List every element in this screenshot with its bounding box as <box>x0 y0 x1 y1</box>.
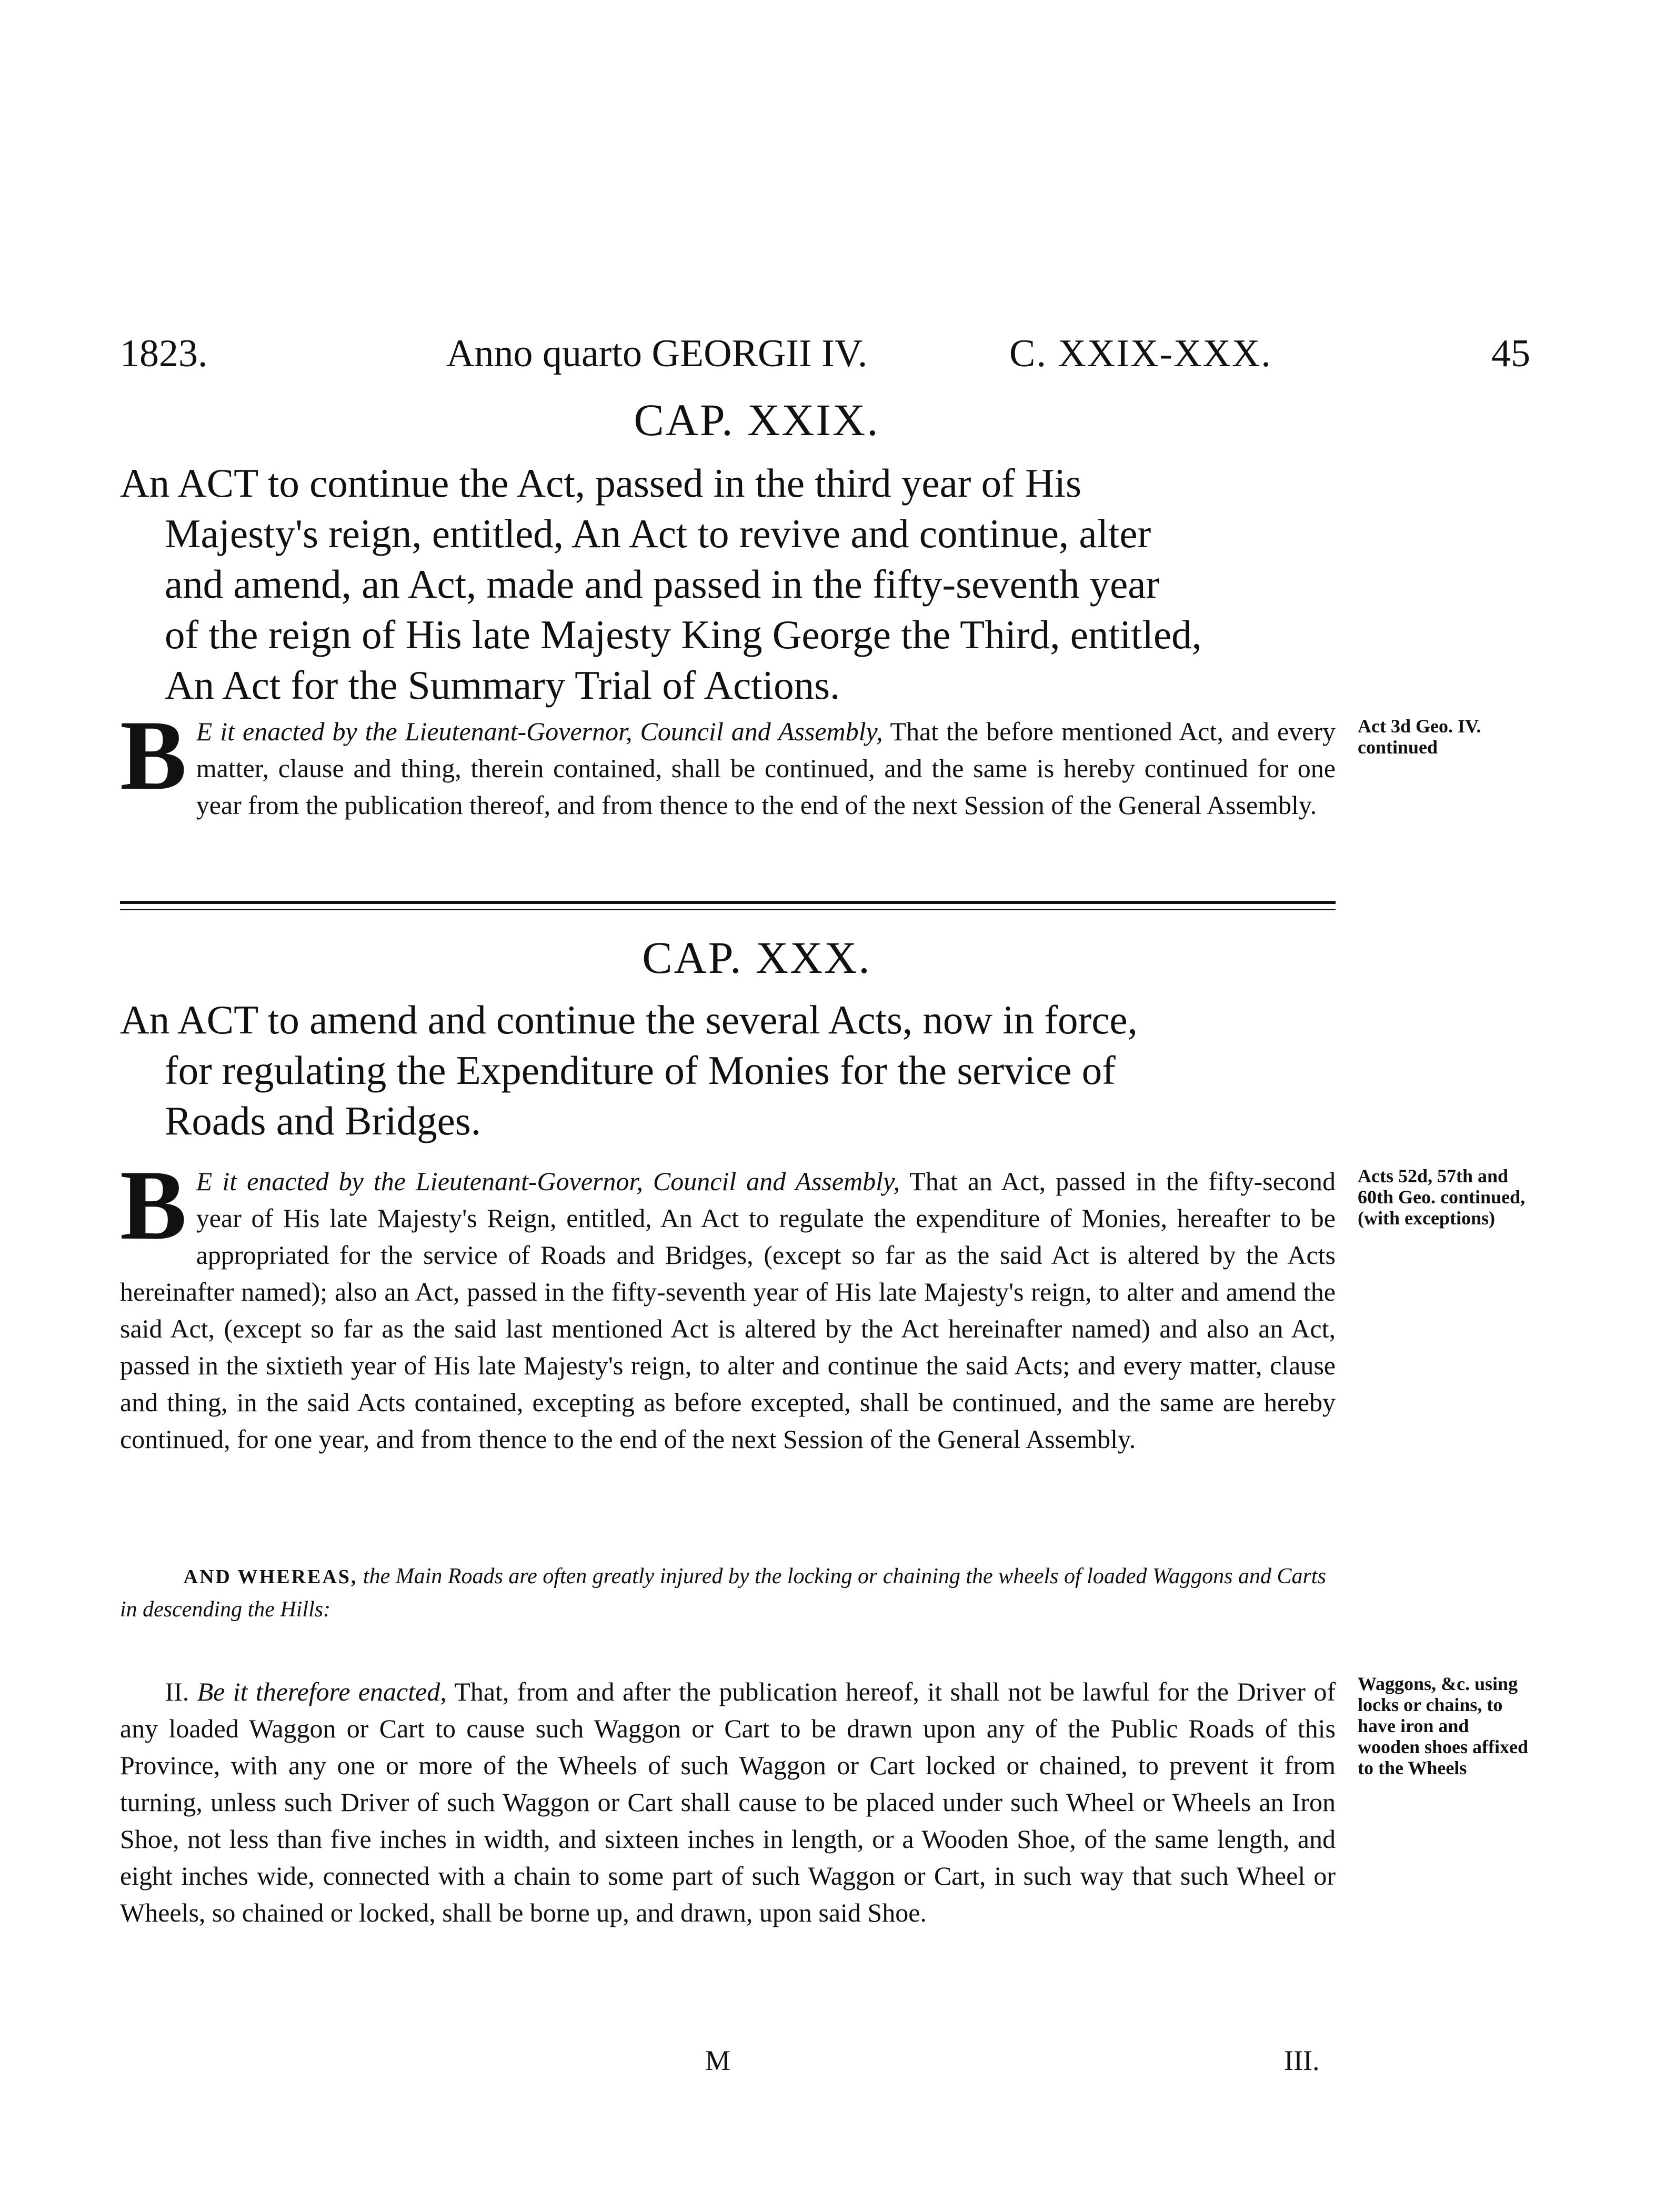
whereas-caps: AND WHEREAS, <box>183 1566 358 1588</box>
cap29-title-line: An Act for the Summary Trial of Actions. <box>165 662 840 708</box>
cap30-body: That an Act, passed in the fifty-second year of His late Majesty's Reign, entitled, An Act to regulate the expenditure of Monies, hereafter to be appropriated for the service of Roads and Bridges, (except so far as the said Act is altered by the Acts hereinafter named); also an Act, passed in the fifty-seventh year of His late Majesty's reign, to alter and amend the said Act, (except so far as the said last mentioned Act is altered by the Act hereinafter named) and also an Act, passed in the sixtieth year of His late Majesty's reign, to alter and continue the said Acts; and every matter, clause and thing, in the said Acts contained, excepting as before excepted, shall be continued, and the same are hereby continued, for one year, and from thence to the end of the next Session of the General Assembly. <box>120 1167 1336 1454</box>
cap29-heading: CAP. XXIX. <box>634 395 880 445</box>
section2-margin-note: Waggons, &c. using locks or chains, to have iron and wooden shoes affixed to the Wheels <box>1358 1673 1529 1778</box>
cap30-title-line: An ACT to amend and continue the several Acts, now in force, <box>120 997 1138 1042</box>
section2-number: II. <box>165 1677 189 1706</box>
signature-mark: M <box>705 2045 731 2076</box>
cap30-section-2 <box>120 1673 1336 1931</box>
cap30-title-line: Roads and Bridges. <box>165 1098 481 1143</box>
header-title: Anno quarto GEORGII IV. <box>446 332 868 375</box>
cap29-title-line: Majesty's reign, entitled, An Act to revive and continue, alter <box>165 511 1151 556</box>
section-divider-thin <box>120 909 1336 910</box>
cap29-dropcap: B <box>120 700 187 811</box>
cap29-margin-note: Act 3d Geo. IV. continued <box>1358 716 1481 758</box>
cap30-heading: CAP. XXX. <box>642 932 871 983</box>
cap29-title-line: of the reign of His late Majesty King George the Third, entitled, <box>165 612 1202 657</box>
cap29-body: That the before mentioned Act, and every matter, clause and thing, therein contained, shall be continued, and the same is hereby continued for one year from the publication thereof, and from thence to the end of the next Session of the General Assembly. <box>196 717 1336 820</box>
cap30-title-line: for regulating the Expenditure of Monies for the service of <box>165 1048 1116 1093</box>
header-year: 1823. <box>120 332 208 375</box>
section2-enact: Be it therefore enacted, <box>197 1677 447 1706</box>
cap30-whereas <box>120 1560 1336 1626</box>
cap29-title-line: An ACT to continue the Act, passed in the third year of His <box>120 460 1082 506</box>
whereas-text: the Main Roads are often greatly injured by the locking or chaining the wheels of loaded Waggons and Carts in descending the Hills: <box>120 1564 1326 1622</box>
cap29-enact-phrase: E it enacted by the Lieutenant-Governor, Council and Assembly, <box>196 717 883 746</box>
cap30-margin-note: Acts 52d, 57th and 60th Geo. continued, (with exceptions) <box>1358 1165 1526 1229</box>
cap30-enact-phrase: E it enacted by the Lieutenant-Governor, Council and Assembly, <box>196 1167 900 1196</box>
catchword: III. <box>1284 2045 1320 2076</box>
running-header <box>120 331 1530 384</box>
header-page-number: 45 <box>1491 332 1530 375</box>
section2-body: That, from and after the publication hereof, it shall not be lawful for the Driver of any loaded Waggon or Cart to cause such Waggon or Cart to be drawn upon any of the Public Roads of this Province, with any one or more of the Wheels of such Waggon or Cart locked or chained, to prevent it from turning, unless such Driver of such Waggon or Cart shall cause to be placed under such Wheel or Wheels an Iron Shoe, not less than five inches in width, and sixteen inches in length, or a Wooden Shoe, of the same length, and eight inches wide, connected with a chain to some part of such Waggon or Cart, in such way that such Wheel or Wheels, so chained or locked, shall be borne up, and drawn, upon said Shoe. <box>120 1677 1336 1927</box>
header-chapter: C. XXIX-XXX. <box>1009 332 1272 375</box>
cap29-title <box>120 458 1393 710</box>
section-divider-thick <box>120 901 1336 904</box>
cap30-title <box>120 994 1393 1146</box>
cap29-enacting-clause <box>120 700 1336 823</box>
cap30-dropcap: B <box>120 1150 187 1261</box>
cap30-enacting-clause <box>120 1150 1336 1457</box>
cap29-title-line: and amend, an Act, made and passed in the fifty-seventh year <box>165 561 1160 607</box>
